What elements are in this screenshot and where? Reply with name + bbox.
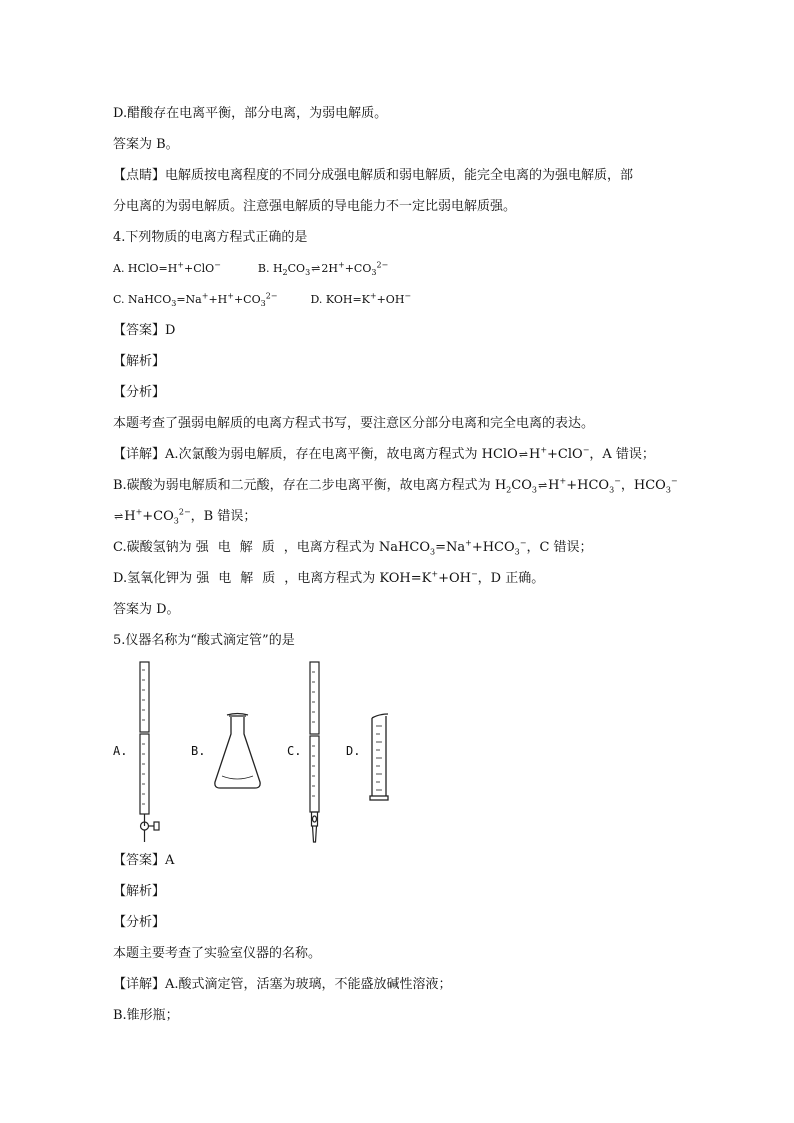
q4-option-a: A. HClO=H++ClO−	[113, 260, 221, 275]
q5-detail-a: 【详解】A.酸式滴定管，活塞为玻璃，不能盛放碱性溶液；	[113, 977, 452, 992]
equilibrium-arrow-icon: ⇌	[537, 479, 548, 492]
equilibrium-arrow-icon: ⇌	[114, 510, 124, 523]
q5-option-a-label: A.	[113, 744, 128, 758]
acid-burette-icon	[128, 660, 168, 845]
q4-detail-c: C.碳酸氢钠为 强电解质，电离方程式为 $NaHCO_3=Na^++HCO_3^-$，C 错误；	[113, 538, 593, 557]
q4-answer: 【答案】D	[113, 323, 176, 338]
q4-options-row-2	[113, 292, 411, 308]
conical-flask-icon	[210, 712, 265, 792]
q5-fenxi-text: 本题主要考查了实验室仪器的名称。	[113, 946, 322, 961]
question-4-title: 4.下列物质的电离方程式正确的是	[113, 230, 308, 245]
base-burette-icon	[300, 660, 330, 845]
graduated-cylinder-icon	[364, 712, 394, 802]
q4-jiexi-heading: 【解析】	[113, 354, 166, 369]
q4-detail-b-2: $\rightleftharpoons H^++CO_3^{2-}$，B 错误；	[114, 507, 257, 526]
q5-answer: 【答案】A	[113, 853, 175, 868]
q4-final-answer: 答案为 D。	[113, 602, 180, 617]
q5-option-d-label: D.	[346, 744, 361, 758]
line-answer-b: 答案为 B。	[113, 137, 179, 152]
equilibrium-arrow-icon: ⇌	[311, 262, 321, 275]
q5-detail-b: B.锥形瓶；	[113, 1008, 179, 1023]
q5-fenxi-heading: 【分析】	[113, 915, 166, 930]
q4-detail-b-1: B.碳酸为弱电解质和二元酸，存在二步电离平衡，故电离方程式为 $H_2CO_3\rightleftharpoons H^++HCO_3^-$，$HCO_3^-$	[113, 476, 678, 495]
q4-detail-d: D.氢氧化钾为 强电解质，电离方程式为 KOH=K++OH−，D 正确。	[113, 569, 545, 586]
line-tip-1: 【点睛】电解质按电离程度的不同分成强电解质和弱电解质，能完全电离的为强电解质，部	[113, 168, 634, 183]
q4-fenxi-text: 本题考查了强弱电解质的电离方程式书写，要注意区分部分电离和完全电离的表达。	[113, 416, 595, 431]
q4-option-b: B. $H_2CO_3\rightleftharpoons 2H^++CO_3^{2-}$	[257, 260, 389, 278]
q4-option-c: C. $NaHCO_3=Na^++H^++CO_3^{2-}$	[113, 291, 278, 309]
q5-option-c-label: C.	[287, 744, 302, 758]
line-tip-2: 分电离的为弱电解质。注意强电解质的导电能力不一定比弱电解质强。	[113, 199, 517, 214]
q4-options-row-1	[113, 261, 388, 277]
q4-fenxi-heading: 【分析】	[113, 385, 166, 400]
question-5-title: 5.仪器名称为“酸式滴定管”的是	[113, 633, 295, 648]
q5-option-b-label: B.	[191, 744, 206, 758]
line-d-acetic: D.醋酸存在电离平衡，部分电离，为弱电解质。	[113, 106, 388, 121]
q4-option-d: D. KOH=K++OH−	[310, 291, 412, 306]
equilibrium-arrow-icon: ⇌	[518, 448, 528, 461]
q4-detail-a: 【详解】A.次氯酸为弱电解质，存在电离平衡，故电离方程式为 HClO⇌H++ClO−，A 错误；	[113, 445, 655, 462]
q5-jiexi-heading: 【解析】	[113, 884, 166, 899]
